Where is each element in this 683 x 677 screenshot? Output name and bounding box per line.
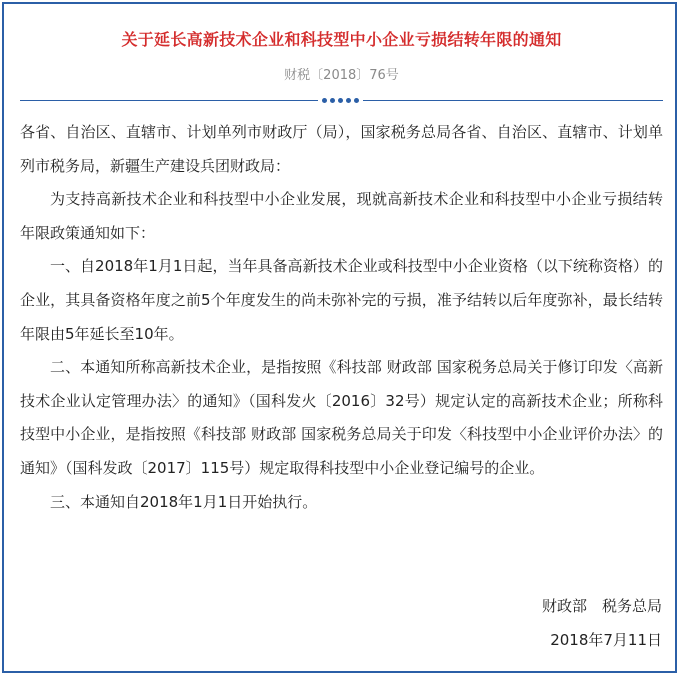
notice-body <box>20 116 663 519</box>
paragraph-intro: 为支持高新技术企业和科技型中小企业发展，现就高新技术企业和科技型中小企业亏损结转年限政策通知如下： <box>20 190 663 242</box>
dots-ornament-icon <box>318 97 363 104</box>
paragraph-3: 三、本通知自2018年1月1日开始执行。 <box>50 492 318 511</box>
addressee: 各省、自治区、直辖市、计划单列市财政厅（局），国家税务总局各省、自治区、直辖市、计划单列市税务局，新疆生产建设兵团财政局： <box>20 123 663 175</box>
signature-date: 2018年7月11日 <box>550 631 662 649</box>
document-number: 财税〔2018〕76号 <box>284 68 399 83</box>
dot-icon <box>354 98 359 103</box>
notice-title: 关于延长高新技术企业和科技型中小企业亏损结转年限的通知 <box>121 30 562 49</box>
signature-issuers: 财政部 税务总局 <box>541 597 662 615</box>
dot-icon <box>322 98 327 103</box>
paragraph-2: 二、本通知所称高新技术企业，是指按照《科技部 财政部 国家税务总局关于修订印发〈高新技术企业认定管理办法〉的通知》（国科发火〔2016〕32号）规定认定的高新技术企业；所称科技型中小企业，是指按照《科技部 财政部 国家税务总局关于印发〈科技型中小企业评价办法〉的通知》（国科发政〔2017〕115号）规定取得科技型中小企业登记编号的企业。 <box>20 358 663 477</box>
dot-icon <box>346 98 351 103</box>
dot-icon <box>330 98 335 103</box>
dot-icon <box>338 98 343 103</box>
paragraph-1: 一、自2018年1月1日起，当年具备高新技术企业或科技型中小企业资格（以下统称资格）的企业，其具备资格年度之前5个年度发生的尚未弥补完的亏损，准予结转以后年度弥补，最长结转年限由5年延长至10年。 <box>20 257 663 343</box>
